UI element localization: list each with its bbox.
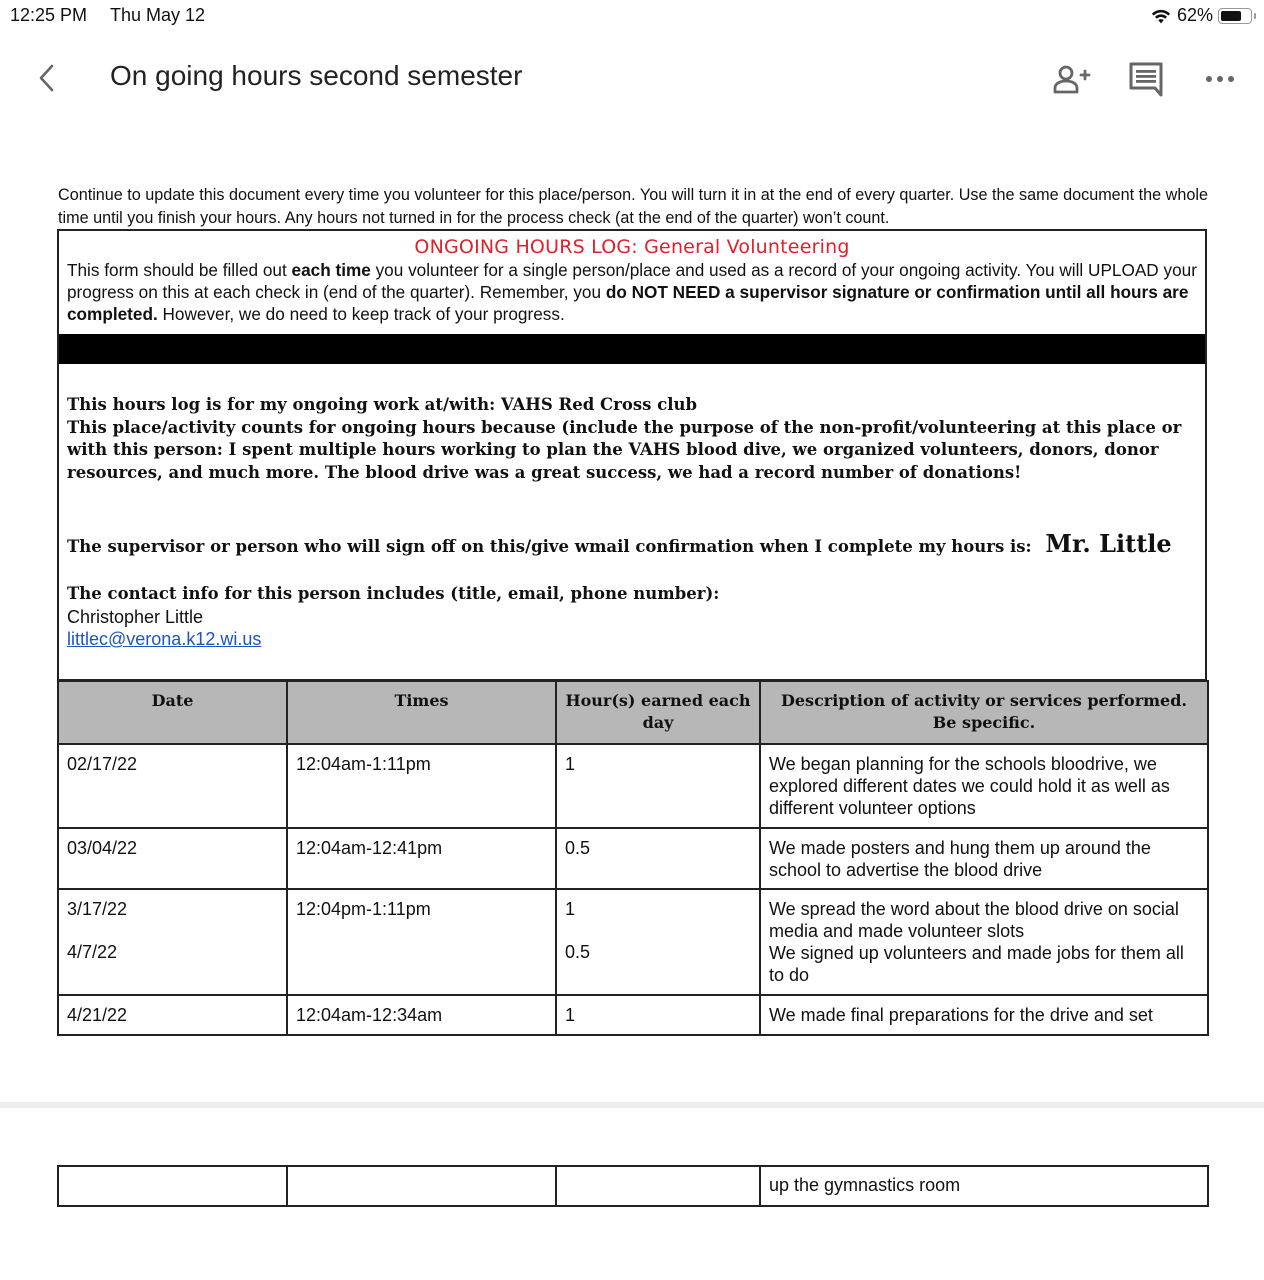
supervisor-line — [67, 529, 1172, 558]
description-entry: We signed up volunteers and made jobs for them all to do — [769, 943, 1184, 985]
black-divider-bar — [59, 334, 1205, 364]
cell-times[interactable]: 12:04pm-1:11pm — [287, 889, 556, 995]
hours-entry: 0.5 — [565, 942, 591, 962]
desc-text: you volunteer for a single person/place and used as a record of your ongoing activity. You will UPLOAD your progress on this at each check in (end of the quarter). Remember, you — [67, 260, 1197, 302]
chevron-left-icon — [30, 60, 64, 96]
cell-date[interactable]: 4/21/22 — [58, 995, 287, 1035]
date-entry: 3/17/22 — [67, 899, 128, 919]
cell-description[interactable]: We made final preparations for the drive and set — [760, 995, 1208, 1035]
cell-date[interactable]: 02/17/22 — [58, 744, 287, 828]
table-header-row — [58, 681, 1208, 744]
comment-icon — [1128, 61, 1164, 97]
person-add-icon — [1052, 63, 1092, 95]
cell-date[interactable] — [58, 889, 287, 995]
status-indicators — [1150, 5, 1252, 26]
contact-name: Christopher Little — [67, 606, 204, 627]
desc-text: This form should be filled out — [67, 260, 292, 280]
cell-hours[interactable] — [556, 1166, 760, 1206]
cell-description[interactable] — [760, 889, 1208, 995]
hours-log-table — [57, 680, 1209, 1036]
page-break-separator — [0, 1102, 1264, 1108]
cell-hours[interactable]: 1 — [556, 995, 760, 1035]
contact-label: The contact info for this person includes (title, email, phone number): — [67, 584, 720, 603]
cell-times[interactable]: 12:04am-12:34am — [287, 995, 556, 1035]
cell-description[interactable]: We made posters and hung them up around the school to advertise the blood drive — [760, 828, 1208, 889]
header-date: Date — [58, 681, 287, 744]
supervisor-label: The supervisor or person who will sign off on this/give wmail confirmation when I complete my hours is: — [67, 537, 1032, 556]
status-time: 12:25 PM — [10, 5, 88, 25]
battery-icon — [1218, 8, 1252, 24]
cell-times[interactable]: 12:04am-1:11pm — [287, 744, 556, 828]
battery-percent: 62% — [1176, 5, 1213, 25]
more-options-button[interactable] — [1198, 58, 1242, 100]
cell-description[interactable]: up the gymnastics room — [760, 1166, 1208, 1206]
status-date: Thu May 12 — [110, 5, 206, 25]
contact-email-link[interactable]: littlec@verona.k12.wi.us — [67, 629, 262, 649]
cell-times[interactable] — [287, 1166, 556, 1206]
wifi-icon — [1150, 7, 1172, 25]
cell-date[interactable]: 03/04/22 — [58, 828, 287, 889]
form-box — [57, 229, 1207, 681]
table-row — [58, 744, 1208, 828]
table-row — [58, 889, 1208, 995]
cell-description[interactable]: We began planning for the schools bloodrive, we explored different dates we could hold it as well as different volunteer options — [760, 744, 1208, 828]
date-entry: 4/7/22 — [67, 942, 118, 962]
cell-hours[interactable] — [556, 889, 760, 995]
cell-hours[interactable]: 0.5 — [556, 828, 760, 889]
header-hours: Hour(s) earned each day — [556, 681, 760, 744]
hours-entry: 1 — [565, 899, 576, 919]
more-horizontal-icon — [1205, 74, 1235, 84]
app-bar — [0, 40, 1264, 116]
comments-button[interactable] — [1124, 58, 1168, 100]
header-times: Times — [287, 681, 556, 744]
desc-bold: do NOT NEED a supervisor signature or confirmation until all hours are completed. — [67, 282, 1189, 324]
intro-instructions: Continue to update this document every time you volunteer for this place/person. You will turn it in at the end of every quarter. Use the same document the whole time until you finish your hours. Any hours not turned in for the process check (at the end of the quarter) won’t count. — [58, 186, 1208, 227]
contact-block — [67, 583, 719, 652]
purpose-line: This place/activity counts for ongoing hours because (include the purpose of the non-profit/volunteering at this place or with this person: I spent multiple hours working to plan the VAHS blood dive, we organized volunteers, donors, donor resources, and much more. The blood drive was a great success, we had a record number of donations! — [67, 417, 1182, 482]
hours-log-table-continued — [57, 1165, 1209, 1207]
header-description: Description of activity or services performed. Be specific. — [760, 681, 1208, 744]
document-title: On going hours second semester — [110, 60, 523, 91]
cell-date[interactable] — [58, 1166, 287, 1206]
table-row — [58, 1166, 1208, 1206]
back-button[interactable] — [30, 60, 64, 96]
form-description — [59, 259, 1205, 325]
share-button[interactable] — [1050, 58, 1094, 100]
table-row — [58, 828, 1208, 889]
status-bar — [0, 0, 1264, 32]
desc-bold: each time — [291, 260, 371, 280]
work-info-block — [67, 394, 1202, 484]
cell-times[interactable]: 12:04am-12:41pm — [287, 828, 556, 889]
form-title: ONGOING HOURS LOG: General Volunteering — [414, 236, 850, 258]
table-row — [58, 995, 1208, 1035]
cell-hours[interactable]: 1 — [556, 744, 760, 828]
work-location-line: This hours log is for my ongoing work at/with: VAHS Red Cross club — [67, 395, 697, 414]
desc-text: However, we do need to keep track of your progress. — [157, 304, 565, 324]
description-entry: We spread the word about the blood drive on social media and made volunteer slots — [769, 899, 1179, 941]
supervisor-name: Mr. Little — [1045, 529, 1172, 558]
